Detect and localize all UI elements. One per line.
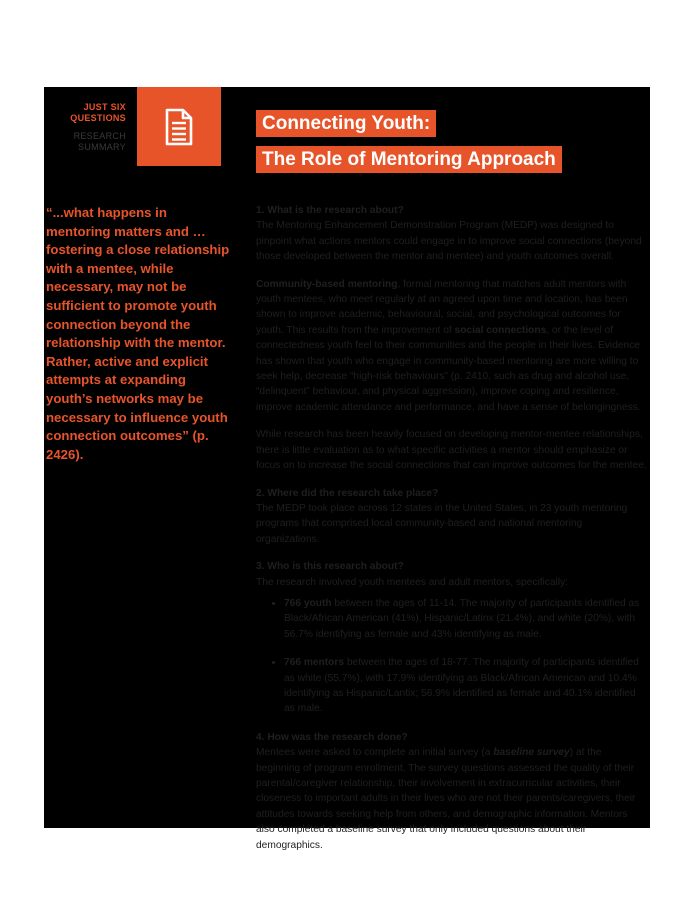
term-baseline-survey: baseline survey [493,747,570,759]
document-page [44,87,650,851]
text-run: Mentees were asked to complete an initial survey (a [256,747,494,759]
section-heading: 4. How was the research done? [256,731,408,743]
section-heading: 1. What is the research about? [256,205,404,216]
series-label-line2: QUESTIONS [70,113,126,123]
pull-quote: “...what happens in mentoring matters and … fostering a close relationship with a mentee, while necessary, may not be sufficient to promote youth connection beyond the relationship with the mentor. Rather, active and explicit attempts at expanding youth’s networks may be necessary to influence youth connection outcomes” (p. 2426). [46,205,230,462]
youth-count: 766 youth [284,597,332,609]
title-line2: The Role of Mentoring Approach [256,146,562,173]
paragraph: The Mentoring Enhancement Demonstration Program (MEDP) was designed to pinpoint what actions mentors could engage in to improve social connections (beyond those developed between the mentor and mentee) and youth outcomes overall. [256,220,642,263]
page-title [256,110,562,182]
document-icon-box [137,87,221,166]
section-heading: 2. Where did the research take place? [256,487,439,499]
list-item [284,655,648,717]
term-community-based-mentoring: Community-based mentoring [256,278,398,290]
text-run: , formal mentoring that matches adult mentors with youth mentees, who meet regularly at an agreed upon time and location, has been shown to improve academic, behavioural, social, and psychological outcomes for youth. This results from the improvement of [256,278,628,336]
text-run: , or the level of connectedness youth feel to their communities and the people in their lives. Evidence has shown that youth who engage in community-based mentoring are more willing to seek help, decrease “high-risk behaviours” (p. 2410, such as drug and alcohol use, “delinquent” behaviour, and physical aggression), improve coping and resilience, improve academic attendance and performance, and have a sense of belongingness. [256,324,641,413]
paragraph [256,277,648,416]
paragraph: While research has been heavily focused on developing mentor-mentee relationships, there is little evaluation as to what specific activities a mentor should emphasize or focus on to increase the social connections that can improve outcomes for the mentee. [256,429,647,472]
list-item [284,596,648,642]
mentor-count: 766 mentors [284,657,345,669]
series-label-line1: JUST SIX [83,102,126,112]
document-icon [164,107,194,147]
paragraph [256,745,648,853]
summary-label-line1: RESEARCH [73,131,126,141]
title-line1: Connecting Youth: [256,110,436,137]
term-social-connections: social connections [454,324,547,336]
text-run: ) at the beginning of program enrollment. The survey questions assessed the quality of their parental/caregiver relationship, their involvement in extracurricular activities, their closeness to important adults in their lives who are not their parents/caregivers, their attitudes towards seeking help from others, and demographic information. Mentors also completed a baseline survey that only included questions about their demographics. [256,747,636,851]
series-tag [44,102,126,153]
participant-list [256,596,648,717]
body-content [256,203,648,865]
text-run: between the ages of 18-77. The majority of participants identified as white (55.7%), with 17.9% identifying as Black/African American and 10.4% identifying as Hispanic/Lantix; 56.9% identified as female and 40.1% identified as male. [284,657,639,715]
section-heading: 3. Who is this research about? [256,561,404,573]
text-run: between the ages of 11-14. The majority of participants identified as Black/African American (41%), Hispanic/Latinx (21.4%), and white (20%), with 56.7% identifying as female and 43% identifying as male. [284,597,640,640]
paragraph: The MEDP took place across 12 states in the United States, in 23 youth mentoring programs that comprised local community-based and national mentoring organizations. [256,502,628,545]
paragraph: The research involved youth mentees and adult mentors, specifically: [256,576,569,588]
summary-label-line2: SUMMARY [78,142,126,152]
